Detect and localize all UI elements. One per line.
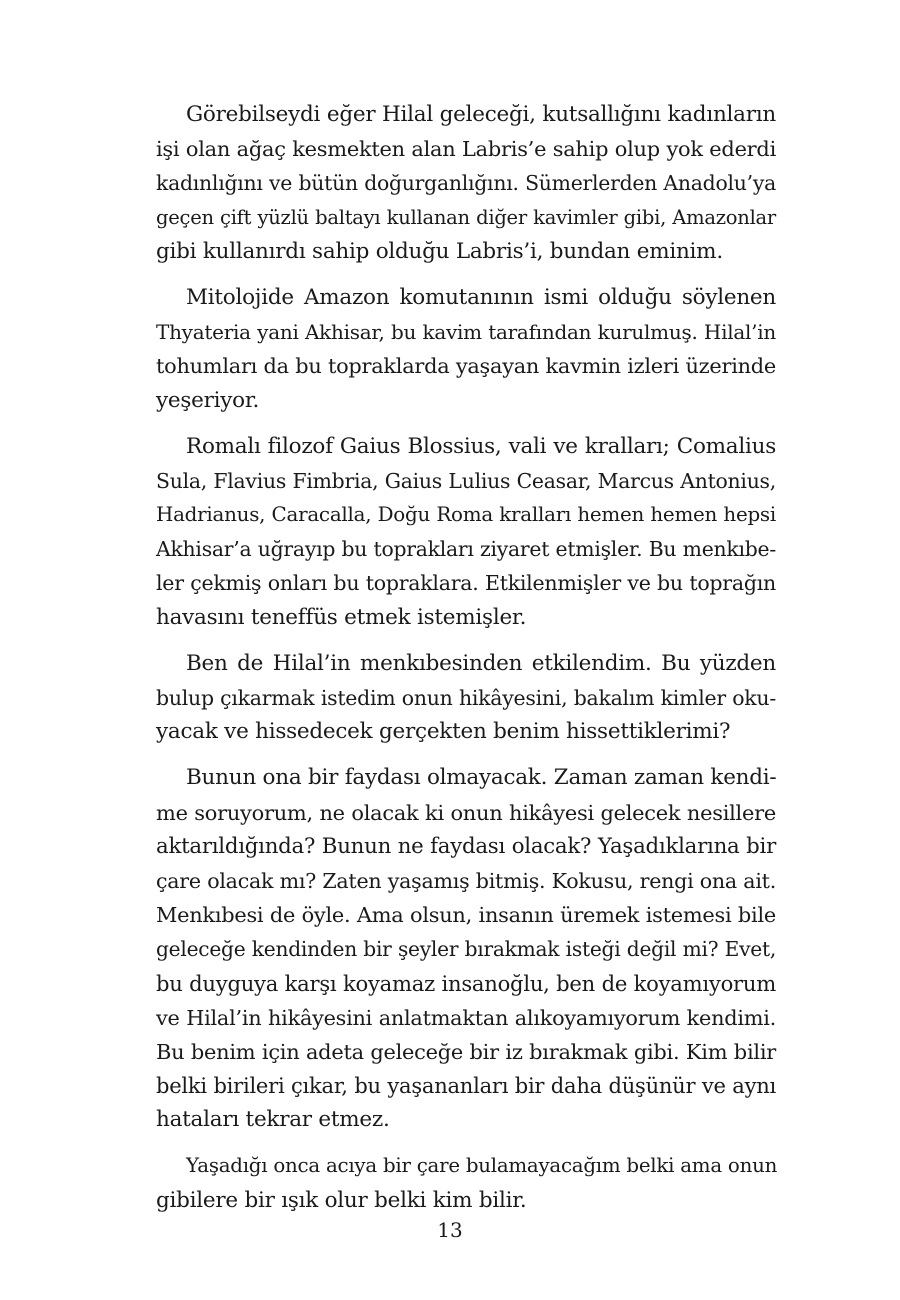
text-line: hataları tekrar etmez. [156, 1107, 390, 1133]
text-line: Menkıbesi de öyle. Ama olsun, insanın üremek istemesi bile [156, 903, 776, 928]
text-line: Mitolojide Amazon komutanının ismi olduğu söylenen [186, 284, 776, 310]
paragraph [156, 430, 776, 635]
paragraph [156, 1149, 776, 1217]
text-line: yacak ve hissedecek gerçekten benim hissettiklerimi? [156, 719, 731, 745]
text-line: ve Hilal’in hikâyesini anlatmaktan alıkoyamıyorum kendimi. [156, 1005, 776, 1030]
paragraph [156, 761, 776, 1137]
text-line: Ben de Hilal’in menkıbesinden etkilendim. Bu yüzden [186, 650, 776, 676]
paragraph [156, 281, 776, 418]
body-text [156, 98, 776, 1218]
text-line: Sula, Flavius Fimbria, Gaius Lulius Ceasar, Marcus Antonius, [156, 468, 776, 493]
text-line: bu duyguya karşı koyamaz insanoğlu, ben de koyamıyorum [156, 970, 776, 996]
paragraph [156, 647, 776, 750]
text-line: geleceğe kendinden bir şeyler bırakmak isteği değil mi? Evet, [156, 937, 776, 962]
text-line: geçen çift yüzlü baltayı kullanan diğer kavimler gibi, Amazonlar [156, 205, 776, 229]
text-line: bulup çıkarmak istedim onun hikâyesini, bakalım kimler oku- [156, 686, 776, 710]
text-line: belki birileri çıkar, bu yaşananları bir daha düşünür ve aynı [156, 1073, 776, 1099]
text-line: havasını teneffüs etmek istemişler. [156, 604, 527, 630]
text-line: Thyateria yani Akhisar, bu kavim tarafından kurulmuş. Hilal’in [156, 320, 776, 345]
text-line: çare olacak mı? Zaten yaşamış bitmiş. Kokusu, rengi ona ait. [156, 868, 776, 893]
text-line: tohumları da bu topraklarda yaşayan kavmin izleri üzerinde [156, 354, 776, 379]
text-line: Görebilseydi eğer Hilal geleceği, kutsallığını kadınların [186, 102, 776, 127]
text-line: Akhisar’a uğrayıp bu toprakları ziyaret etmişler. Bu menkıbe- [156, 537, 776, 562]
page-number: 13 [437, 1218, 463, 1242]
text-line: ler çekmiş onları bu topraklara. Etkilenmişler ve bu toprağın [156, 571, 776, 596]
text-line: kadınlığını ve bütün doğurganlığını. Sümerlerden Anadolu’ya [156, 171, 776, 196]
text-line: Yaşadığı onca acıya bir çare bulamayacağım belki ama onun [186, 1154, 778, 1178]
text-line: gibi kullanırdı sahip olduğu Labris’i, bundan eminim. [156, 238, 723, 264]
text-line: işi olan ağaç kesmekten alan Labris’e sahip olup yok ederdi [156, 137, 776, 162]
text-line: yeşeriyor. [156, 387, 260, 413]
text-line: gibilere bir ışık olur belki kim bilir. [156, 1187, 527, 1213]
text-line: me soruyorum, ne olacak ki onun hikâyesi gelecek nesillere [156, 800, 776, 825]
text-line: Romalı filozof Gaius Blossius, vali ve kralları; Comalius [186, 433, 776, 459]
text-line: Hadrianus, Caracalla, Doğu Roma kralları hemen hemen hepsi [156, 503, 776, 527]
paragraph [156, 98, 776, 269]
text-line: aktarıldığında? Bunun ne faydası olacak? Yaşadıklarına bir [156, 833, 776, 859]
text-line: Bunun ona bir faydası olmayacak. Zaman zaman kendi- [186, 765, 777, 791]
text-line: Bu benim için adeta geleceğe bir iz bırakmak gibi. Kim bilir [156, 1039, 776, 1064]
